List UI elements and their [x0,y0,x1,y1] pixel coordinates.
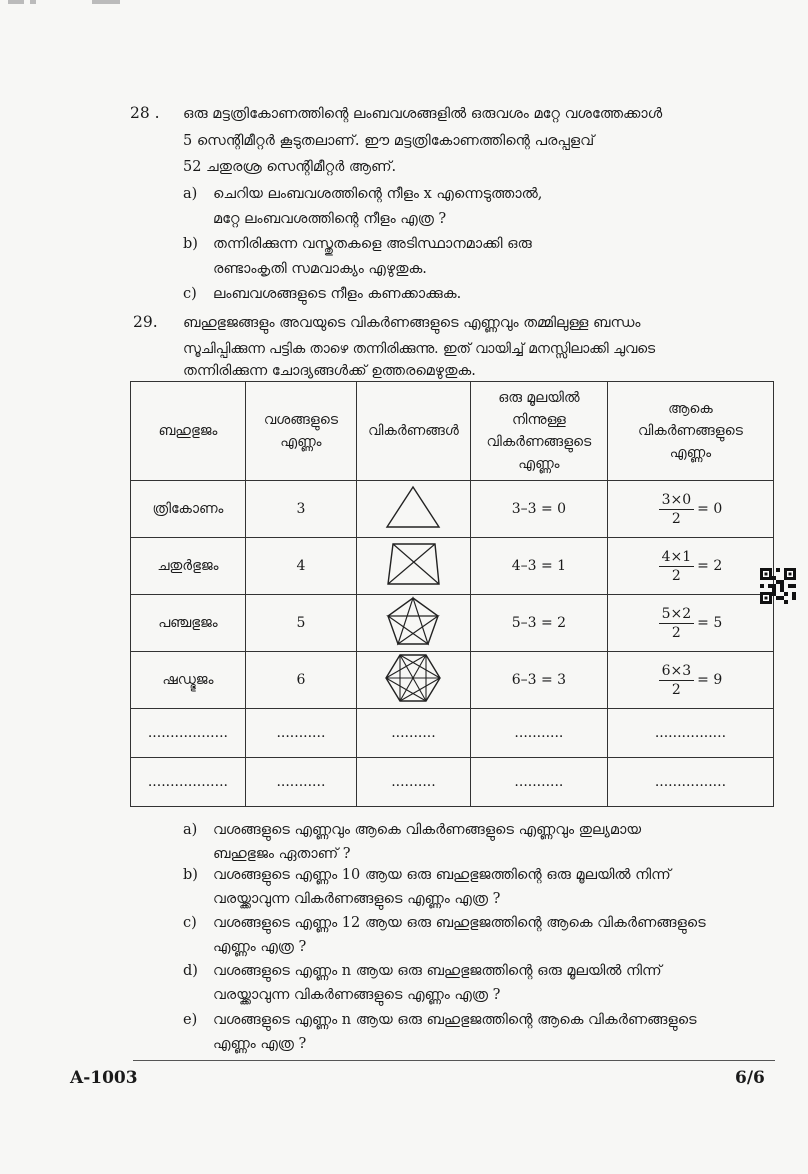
q29-part-d-label: d) [183,963,198,979]
header-sides: വശങ്ങളുടെ എണ്ണം [245,382,356,481]
fraction-result: = 5 [697,615,723,631]
polygon-name: പഞ്ചഭുജം [131,595,246,652]
paper-code: A-1003 [70,1068,138,1088]
question-28-line-3: 52 ചതുരശ്ര സെന്റിമീറ്റർ ആണ്. [183,159,397,175]
blank-cell: ........... [245,758,356,807]
q29-part-c-label: c) [183,915,197,931]
q28-part-b-line-1: തന്നിരിക്കുന്ന വസ്തുതകളെ അടിസ്ഥാനമാക്കി ഒരു [213,236,532,252]
pentagon-icon [386,596,440,646]
fraction-numerator: 3×0 [659,491,695,510]
fraction-denominator: 2 [671,624,681,641]
fraction-result: = 0 [697,501,723,517]
fraction-numerator: 4×1 [659,548,695,567]
question-29-line-3: തന്നിരിക്കുന്ന ചോദ്യങ്ങൾക്ക് ഉത്തരമെഴുതുക. [183,363,476,379]
q28-part-a-line-2: മറ്റേ ലംബവശത്തിന്റെ നീളം എത്ര ? [213,211,447,227]
sides-count: 5 [245,595,356,652]
table-row [131,595,774,652]
fraction-numerator: 5×2 [659,605,695,624]
header-from-vertex: ഒരു മൂലയിൽ നിന്നുള്ള വികർണങ്ങളുടെ എണ്ണം [470,382,607,481]
blank-cell: .......... [357,709,471,758]
q28-part-b-line-2: രണ്ടാംകൃതി സമവാക്യം എഴുതുക. [213,261,427,277]
q29-part-d-line-2: വരയ്ക്കാവുന്ന വികർണങ്ങളുടെ എണ്ണം എത്ര ? [213,987,501,1003]
blank-cell: ................ [607,709,773,758]
q29-part-c [183,915,706,931]
blank-cell: ........... [245,709,356,758]
fraction-result: = 9 [697,672,723,688]
triangle-figure [357,481,471,538]
q29-part-e-label: e) [183,1012,198,1028]
q28-part-a [183,186,542,202]
quadrilateral-figure [357,538,471,595]
pentagon-figure [357,595,471,652]
q29-part-e-line-2: എണ്ണം എത്ര ? [213,1036,307,1052]
blank-cell: ........... [470,758,607,807]
header-diagonals: വികർണങ്ങൾ [357,382,471,481]
q28-part-c-label: c) [183,286,197,302]
blank-cell: ................ [607,758,773,807]
fraction-denominator: 2 [671,681,681,698]
total-diagonals [607,481,773,538]
q28-part-c-line-1: ലംബവശങ്ങളുടെ നീളം കണക്കാക്കുക. [213,286,462,302]
question-28-number: 28 . [130,104,160,122]
table-blank-row [131,758,774,807]
fraction-denominator: 2 [671,510,681,527]
question-29-line-1: ബഹുഭുജങ്ങളും അവയുടെ വികർണങ്ങളുടെ എണ്ണവും തമ്മിലുള്ള ബന്ധം [183,315,641,331]
qr-code [760,568,796,604]
total-diagonals [607,652,773,709]
table-row [131,481,774,538]
sides-count: 4 [245,538,356,595]
page-number: 6/6 [735,1068,765,1088]
total-diagonals [607,538,773,595]
q29-part-e-line-1: വശങ്ങളുടെ എണ്ണം n ആയ ഒരു ബഹുഭുജത്തിന്റെ ആകെ വികർണങ്ങളുടെ [213,1012,697,1028]
triangle-icon [385,485,441,529]
from-vertex-count: 6–3 = 3 [470,652,607,709]
hexagon-figure [357,652,471,709]
question-29-line-2: സൂചിപ്പിക്കുന്ന പട്ടിക താഴെ തന്നിരിക്കുന്നു. ഇത് വായിച്ച് മനസ്സിലാക്കി ചുവടെ [183,341,656,357]
q29-part-a-line-2: ബഹുഭുജം ഏതാണ് ? [213,846,351,862]
fraction-result: = 2 [697,558,723,574]
question-28-line-2: 5 സെന്റിമീറ്റർ കൂടുതലാണ്. ഈ മട്ടത്രികോണത്തിന്റെ പരപ്പളവ് [183,133,595,149]
blank-cell: .......... [357,758,471,807]
blank-cell: .................. [131,758,246,807]
q29-part-a [183,822,641,838]
q29-part-b [183,867,671,883]
polygon-diagonals-table [130,381,774,807]
table-row [131,538,774,595]
blank-cell: .................. [131,709,246,758]
total-diagonals [607,595,773,652]
fraction-denominator: 2 [671,567,681,584]
from-vertex-count: 3–3 = 0 [470,481,607,538]
polygon-name: ഷഡ്ഭുജം [131,652,246,709]
q29-part-b-label: b) [183,867,198,883]
q29-part-a-line-1: വശങ്ങളുടെ എണ്ണവും ആകെ വികർണങ്ങളുടെ എണ്ണവും തുല്യമായ [213,822,642,838]
from-vertex-count: 5–3 = 2 [470,595,607,652]
q29-part-e [183,1012,697,1028]
quadrilateral-icon [385,541,441,587]
sides-count: 6 [245,652,356,709]
q29-part-c-line-1: വശങ്ങളുടെ എണ്ണം 12 ആയ ഒരു ബഹുഭുജത്തിന്റെ ആകെ വികർണങ്ങളുടെ [213,915,706,931]
q29-part-d-line-1: വശങ്ങളുടെ എണ്ണം n ആയ ഒരു ബഹുഭുജത്തിന്റെ ഒരു മൂലയിൽ നിന്ന് [213,963,662,979]
q29-part-a-label: a) [183,822,198,838]
blank-cell: ........... [470,709,607,758]
footer-rule [133,1060,775,1061]
q29-part-d [183,963,662,979]
q29-part-b-line-1: വശങ്ങളുടെ എണ്ണം 10 ആയ ഒരു ബഹുഭുജത്തിന്റെ ഒരു മൂലയിൽ നിന്ന് [213,867,671,883]
fraction-numerator: 6×3 [659,662,695,681]
q29-part-c-line-2: എണ്ണം എത്ര ? [213,939,307,955]
top-scan-mark [0,0,120,6]
question-29-number: 29. [133,313,158,331]
table-header-row [131,382,774,481]
header-polygon: ബഹുഭുജം [131,382,246,481]
hexagon-icon [384,653,442,703]
question-28-line-1: ഒരു മട്ടത്രികോണത്തിന്റെ ലംബവശങ്ങളിൽ ഒരുവശം മറ്റേ വശത്തേക്കാൾ [183,106,663,122]
table-blank-row [131,709,774,758]
q28-part-b-label: b) [183,236,198,252]
q28-part-a-line-1: ചെറിയ ലംബവശത്തിന്റെ നീളം x എന്നെടുത്താൽ, [213,186,543,202]
polygon-name: ചതുർഭുജം [131,538,246,595]
polygon-name: ത്രികോണം [131,481,246,538]
table-row [131,652,774,709]
header-total: ആകെ വികർണങ്ങളുടെ എണ്ണം [607,382,773,481]
from-vertex-count: 4–3 = 1 [470,538,607,595]
q28-part-c [183,286,461,302]
q29-part-b-line-2: വരയ്ക്കാവുന്ന വികർണങ്ങളുടെ എണ്ണം എത്ര ? [213,891,501,907]
sides-count: 3 [245,481,356,538]
q28-part-b [183,236,532,252]
q28-part-a-label: a) [183,186,198,202]
